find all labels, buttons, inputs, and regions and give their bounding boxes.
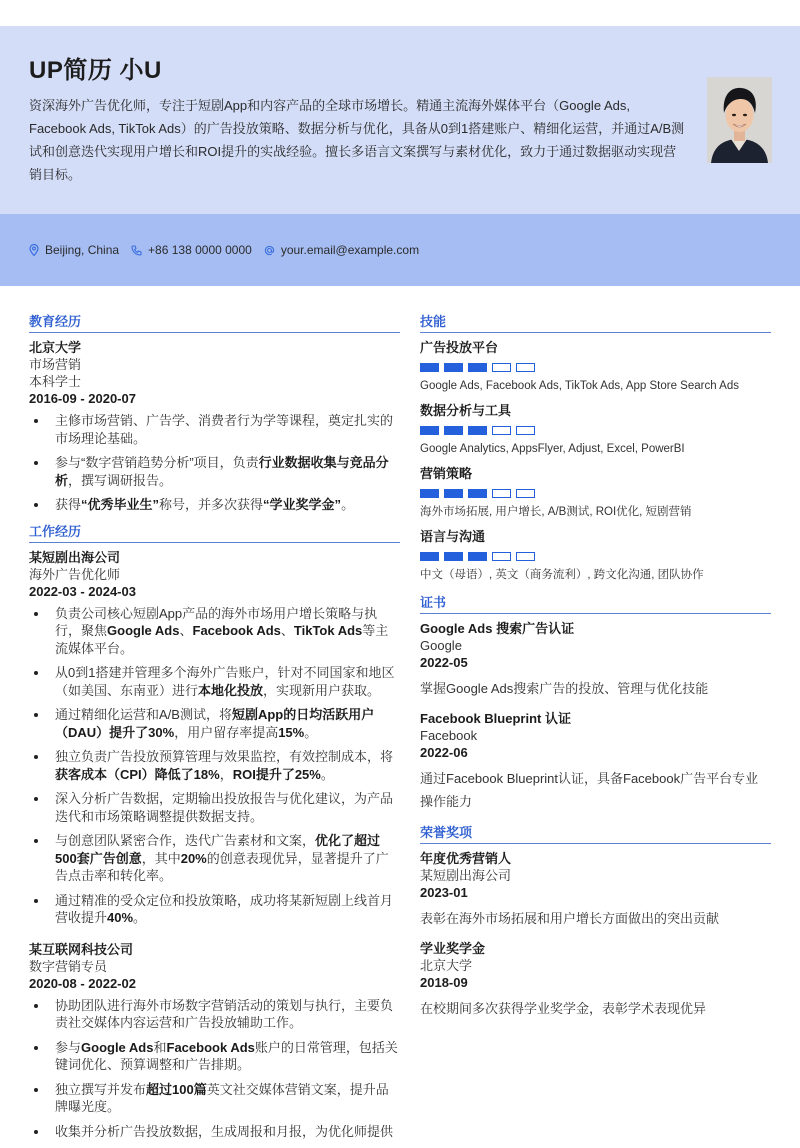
skill-level-bar	[420, 489, 771, 498]
skill-description: 海外市场拓展, 用户增长, A/B测试, ROI优化, 短剧营销	[420, 506, 692, 518]
skill-block-empty	[492, 552, 511, 561]
email-text: your.email@example.com	[280, 243, 420, 257]
bullet-item: 获得“优秀毕业生”称号，并多次获得“学业奖学金”。	[29, 496, 400, 514]
certificate-issuer: Google	[420, 638, 462, 653]
awards-section	[420, 823, 771, 1020]
skill-block-filled	[468, 363, 487, 372]
award-name: 学业奖学金	[420, 941, 486, 956]
skill-block-filled	[444, 489, 463, 498]
bullet-item: 负责公司核心短剧App产品的海外市场用户增长策略与执行，聚焦Google Ads、Facebook Ads、TikTok Ads等主流媒体平台。	[29, 605, 400, 658]
contact-phone[interactable]	[131, 243, 252, 257]
at-sign-icon	[264, 245, 275, 256]
contact-email[interactable]	[264, 243, 419, 257]
resume-header	[0, 26, 800, 214]
skill-block-filled	[468, 426, 487, 435]
candidate-name: UP简历 小U	[29, 57, 162, 84]
skill-block-filled	[420, 426, 439, 435]
skill-block-filled	[444, 426, 463, 435]
award-entry	[420, 940, 771, 1020]
company-name: 某短剧出海公司	[29, 549, 121, 565]
school-name: 北京大学	[29, 340, 82, 355]
certificate-name: Facebook Blueprint 认证	[420, 711, 571, 726]
contact-bar	[0, 214, 800, 286]
contact-location	[29, 243, 119, 257]
phone-icon	[131, 245, 142, 256]
skill-level-bar	[420, 363, 771, 372]
major: 市场营销	[29, 357, 82, 372]
award-description: 表彰在海外市场拓展和用户增长方面做出的突出贡献	[420, 911, 720, 926]
section-title-awards: 荣誉奖项	[420, 823, 771, 844]
skill-description: 中文（母语）, 英文（商务流利）, 跨文化沟通, 团队协作	[420, 569, 704, 581]
certificates-section	[420, 593, 771, 813]
skill-name: 广告投放平台	[420, 340, 499, 355]
skill-item	[420, 339, 771, 394]
avatar	[707, 77, 772, 163]
section-title-skills: 技能	[420, 312, 771, 333]
skill-block-filled	[444, 552, 463, 561]
award-description: 在校期间多次获得学业奖学金，表彰学术表现优异	[420, 1001, 707, 1016]
bullet-item: 主修市场营销、广告学、消费者行为学等课程，奠定扎实的市场理论基础。	[29, 412, 400, 447]
certificate-date: 2022-05	[420, 655, 468, 670]
bullet-item: 与创意团队紧密合作，迭代广告素材和文案，优化了超过500套广告创意，其中20%的创意表现优异，显著提升了广告点击率和转化率。	[29, 832, 400, 885]
bullet-item: 通过精细化运营和A/B测试，将短剧App的日均活跃用户（DAU）提升了30%，用户留存率提高15%。	[29, 706, 400, 741]
skills-section	[420, 312, 771, 583]
job-entry	[29, 549, 400, 927]
skill-name: 语言与沟通	[420, 529, 486, 544]
award-date: 2018-09	[420, 975, 468, 990]
phone-text: +86 138 0000 0000	[148, 243, 252, 257]
section-title-education: 教育经历	[29, 312, 400, 333]
award-date: 2023-01	[420, 885, 468, 900]
skill-block-empty	[492, 426, 511, 435]
skill-block-filled	[468, 489, 487, 498]
skill-block-filled	[420, 552, 439, 561]
award-entry	[420, 850, 771, 930]
skill-block-empty	[516, 363, 535, 372]
certificate-name: Google Ads 搜索广告认证	[420, 621, 575, 636]
skill-item	[420, 528, 771, 583]
skill-level-bar	[420, 552, 771, 561]
skill-block-empty	[516, 426, 535, 435]
education-bullets	[29, 412, 400, 514]
education-entry	[29, 339, 400, 514]
job-entry	[29, 941, 400, 1141]
bullet-item: 独立负责广告投放预算管理与效果监控，有效控制成本，将获客成本（CPI）降低了18%，ROI提升了25%。	[29, 748, 400, 783]
award-issuer: 北京大学	[420, 958, 473, 973]
bullet-item: 深入分析广告数据，定期输出投放报告与优化建议，为产品迭代和市场策略调整提供数据支持。	[29, 790, 400, 825]
certificate-date: 2022-06	[420, 745, 468, 760]
education-date: 2016-09 - 2020-07	[29, 391, 136, 406]
education-section	[29, 312, 400, 514]
certificate-entry	[420, 620, 771, 700]
award-name: 年度优秀营销人	[420, 851, 512, 866]
bullet-item: 从0到1搭建并管理多个海外广告账户，针对不同国家和地区（如美国、东南亚）进行本地化投放，实现新用户获取。	[29, 664, 400, 699]
right-column	[420, 312, 771, 1030]
skill-block-filled	[444, 363, 463, 372]
bullet-item: 收集并分析广告投放数据，生成周报和月报，为优化师提供	[29, 1123, 400, 1141]
skill-item	[420, 465, 771, 520]
degree: 本科学士	[29, 374, 82, 389]
certificate-description: 掌握Google Ads搜索广告的投放、管理与优化技能	[420, 681, 709, 696]
skill-block-empty	[516, 552, 535, 561]
profile-photo-icon	[707, 77, 772, 163]
location-pin-icon	[29, 244, 39, 256]
profile-summary: 资深海外广告优化师，专注于短剧App和内容产品的全球市场增长。精通主流海外媒体平台（Google Ads, Facebook Ads, TikTok Ads）的广告投放策略、数据分析与优化，具备从0到1搭建账户、精细化运营，并通过A/B测试和创意迭代实现用户增长和ROI提升的实战经验。擅长多语言文案撰写与素材优化，致力于通过数据驱动实现营销目标。	[29, 98, 685, 182]
top-margin	[0, 0, 800, 26]
certificate-issuer: Facebook	[420, 728, 478, 743]
job-role: 数字营销专员	[29, 958, 108, 974]
skill-level-bar	[420, 426, 771, 435]
skill-block-empty	[492, 489, 511, 498]
skill-description: Google Ads, Facebook Ads, TikTok Ads, App Store Search Ads	[420, 380, 739, 392]
skill-item	[420, 402, 771, 457]
job-date: 2020-08 - 2022-02	[29, 975, 136, 991]
location-text: Beijing, China	[45, 243, 120, 257]
work-section	[29, 522, 400, 1141]
job-role: 海外广告优化师	[29, 566, 121, 582]
skill-name: 营销策略	[420, 466, 473, 481]
section-title-work: 工作经历	[29, 522, 400, 543]
skill-block-empty	[492, 363, 511, 372]
bullet-item: 协助团队进行海外市场数字营销活动的策划与执行，主要负责社交媒体内容运营和广告投放辅助工作。	[29, 997, 400, 1032]
certificate-entry	[420, 710, 771, 813]
skill-description: Google Analytics, AppsFlyer, Adjust, Excel, PowerBI	[420, 443, 685, 455]
bullet-item: 独立撰写并发布超过100篇英文社交媒体营销文案，提升品牌曝光度。	[29, 1081, 400, 1116]
skill-block-filled	[420, 363, 439, 372]
job-bullets	[29, 605, 400, 927]
bullet-item: 通过精准的受众定位和投放策略，成功将某新短剧上线首月营收提升40%。	[29, 892, 400, 927]
skill-name: 数据分析与工具	[420, 403, 512, 418]
skill-block-filled	[420, 489, 439, 498]
skill-block-filled	[468, 552, 487, 561]
job-date: 2022-03 - 2024-03	[29, 583, 136, 599]
left-column	[29, 312, 400, 1148]
skill-block-empty	[516, 489, 535, 498]
job-bullets	[29, 997, 400, 1141]
section-title-certificates: 证书	[420, 593, 771, 614]
award-issuer: 某短剧出海公司	[420, 868, 512, 883]
bullet-item: 参与“数字营销趋势分析”项目，负责行业数据收集与竞品分析，撰写调研报告。	[29, 454, 400, 489]
bullet-item: 参与Google Ads和Facebook Ads账户的日常管理，包括关键词优化、预算调整和广告排期。	[29, 1039, 400, 1074]
company-name: 某互联网科技公司	[29, 941, 134, 957]
certificate-description: 通过Facebook Blueprint认证，具备Facebook广告平台专业操作能力	[420, 771, 759, 809]
